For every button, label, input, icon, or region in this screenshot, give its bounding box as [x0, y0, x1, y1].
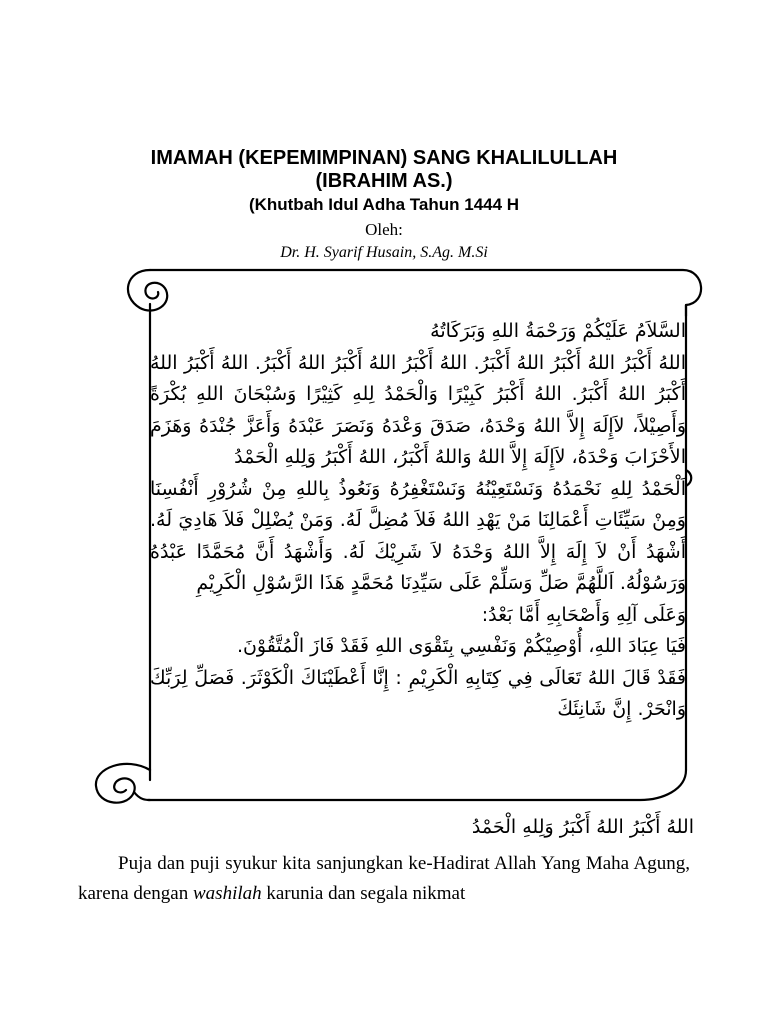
scroll-bottom-roll [148, 770, 686, 800]
author-by-label: Oleh: [365, 220, 403, 239]
body-text-part1: Puja dan puji syukur kita sanjungkan ke-Hadirat Allah Yang Maha Agung, karena dengan [78, 853, 690, 904]
page-title-line1: IMAMAH (KEPEMIMPINAN) SANG KHALILULLAH [150, 147, 618, 169]
scroll-bottom-left-curl [96, 764, 150, 803]
arabic-paragraph-hamdalah: اَلْحَمْدُ لِلهِ نَحْمَدُهُ وَنَسْتَعِيْنُهُ وَنَسْتَغْفِرُهُ وَنَعُوذُ بِاللهِ مِنْ شُرُوْرِ أَنْفُسِنَا وَمِنْ سَيِّئَاتِ أَعْمَالِنَا مَنْ يَهْدِ اللهُ فَلاَ مُضِلَّ لَهُ. وَمَنْ يُضْلِلْ فَلاَ هَادِيَ لَهُ. أَشْهَدُ أَنْ لاَ إِلَهَ إِلاَّ اللهُ وَحْدَهُ لاَ شَرِيْكَ لَهُ. وَأَشْهَدُ أَنَّ مُحَمَّدًا عَبْدُهُ وَرَسُوْلُهُ. اَللَّهُمَّ صَلِّ وَسَلِّمْ عَلَى سَيِّدِنَا مُحَمَّدٍ هَذَا الرَّسُوْلِ الْكَرِيْمِ [150, 477, 686, 594]
arabic-opening-text [150, 316, 686, 726]
body-paragraph [78, 849, 690, 909]
body-text-italic: washilah [193, 883, 262, 904]
author-name: Dr. H. Syarif Husain, S.Ag. M.Si [280, 244, 488, 261]
arabic-paragraph-amma-badu: وَعَلَى آلِهِ وَأَصْحَابِهِ أَمَّا بَعْدُ: [481, 603, 686, 626]
arabic-paragraph-quran-verse: فَقَدْ قَالَ اللهُ تَعَالَى فِي كِتَابِهِ الْكَرِيْمِ : إِنَّا أَعْطَيْنَاكَ الْكَوْثَرَ. فَصَلِّ لِرَبِّكَ وَانْحَرْ. إِنَّ شَانِئَكَ [150, 666, 686, 720]
body-text-part2: karunia dan segala nikmat [261, 883, 466, 904]
page-subtitle: (Khutbah Idul Adha Tahun 1444 H [248, 195, 520, 214]
arabic-paragraph-taqwa: فَيَا عِبَادَ اللهِ، أُوْصِيْكُمْ وَنَفْسِي بِتَقْوَى اللهِ فَقَدْ فَازَ الْمُتَّقُوْنَ. [236, 635, 686, 657]
page-title-line2: (IBRAHIM AS.) [315, 170, 453, 192]
arabic-paragraph-takbir: اللهُ أَكْبَرُ اللهُ أَكْبَرُ اللهُ أَكْبَرُ. اللهُ أَكْبَرُ اللهُ أَكْبَرُ اللهُ أَكْبَرُ. اللهُ أَكْبَرُ اللهُ أَكْبَرُ اللهُ أَكْبَرُ. اللهُ أَكْبَرُ كَبِيْرًا وَالْحَمْدُ لِلهِ كَثِيْرًا وَسُبْحَانَ اللهِ بُكْرَةً وَأَصِيْلاً، لاَإِلَهَ إِلاَّ اللهُ وَحْدَهُ، صَدَقَ وَعْدَهُ وَنَصَرَ عَبْدَهُ وَأَعَزَّ جُنْدَهُ وَهَزَمَ الأَحْزَابَ وَحْدَهُ، لاَإِلَهَ إِلاَّ اللهُ وَاللهُ أَكْبَرُ، اللهُ أَكْبَرُ وَلِلهِ الْحَمْدُ [150, 351, 686, 468]
scroll-top-roll [150, 270, 701, 316]
scroll-top-left-curl [128, 270, 167, 311]
arabic-paragraph-salam: السَّلاَمُ عَلَيْكُمْ وَرَحْمَةُ اللهِ وَبَرَكَاتُهُ [430, 320, 686, 342]
arabic-closing-takbir: اللهُ أَكْبَرُ اللهُ أَكْبَرُ وَلِلهِ الْحَمْدُ [471, 816, 694, 838]
